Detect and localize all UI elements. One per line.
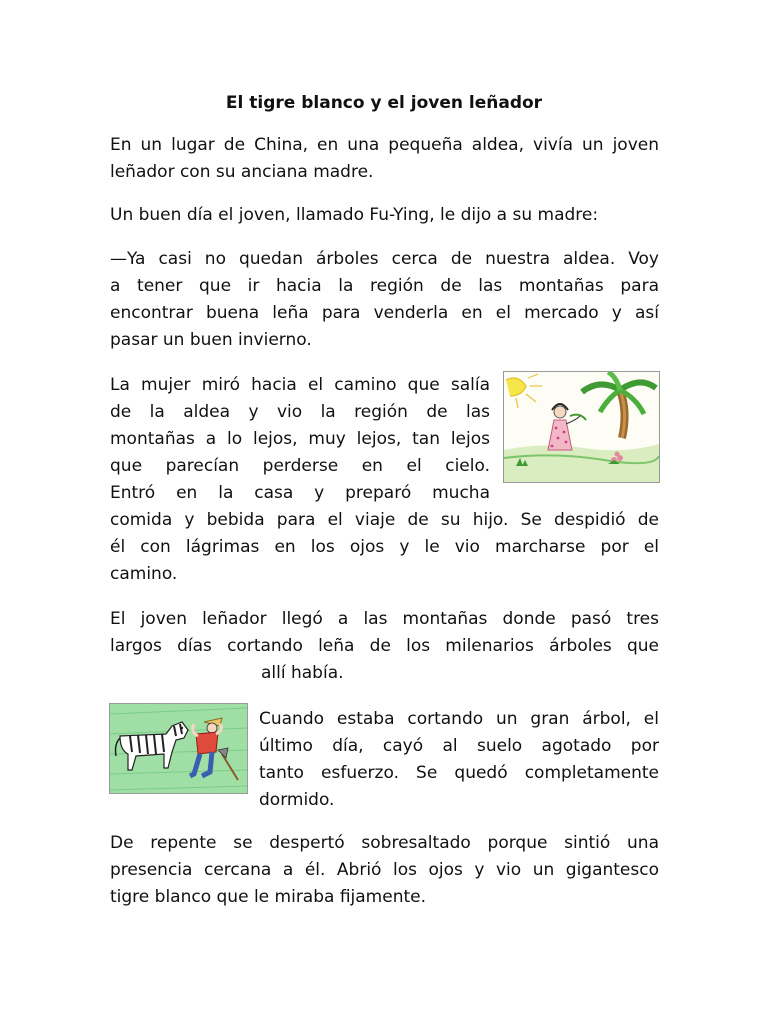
text-line: presencia cercana a él. Abrió los ojos y vio un gigantesco — [110, 860, 659, 880]
text-line: Cuando estaba cortando un gran árbol, el — [259, 709, 659, 729]
text-line: él con lágrimas en los ojos y le vio marcharse por el — [110, 537, 659, 557]
paragraph-intro — [110, 132, 659, 186]
paragraph-dialogue-intro — [110, 202, 659, 229]
text-line: De repente se despertó sobresaltado porque sintió una — [110, 833, 659, 853]
text-line: Entró en la casa y preparó mucha — [110, 483, 490, 503]
text-line: de la aldea y vio la región de las — [110, 402, 490, 422]
text-line: tanto esfuerzo. Se quedó completamente — [259, 763, 659, 783]
text-line: que parecían perderse en el cielo. — [110, 456, 490, 476]
illustration-tiger-woodcutter — [109, 703, 248, 794]
text-line: allí había. — [261, 663, 344, 683]
text-line: montañas a lo lejos, muy lejos, tan lejos — [110, 429, 490, 449]
text-line: a tener que ir hacia la región de las montañas para — [110, 276, 659, 296]
paragraph-mountains — [110, 606, 659, 660]
paragraph-mother-continued — [110, 507, 659, 588]
woman-palm-tree-drawing-icon — [504, 372, 659, 482]
text-line: La mujer miró hacia el camino que salía — [110, 375, 490, 395]
text-line: pasar un buen invierno. — [110, 330, 312, 350]
tiger-sleeping-woodcutter-drawing-icon — [110, 704, 247, 793]
text-line: comida y bebida para el viaje de su hijo. Se despidió de — [110, 510, 659, 530]
text-line: En un lugar de China, en una pequeña aldea, vivía un joven — [110, 135, 659, 155]
paragraph-mountains-end — [261, 660, 659, 687]
text-line: El joven leñador llegó a las montañas donde pasó tres — [110, 609, 659, 629]
illustration-woman-palm — [503, 371, 660, 483]
paragraph-fall-asleep — [259, 706, 659, 814]
paragraph-mother-wrap — [110, 372, 490, 507]
text-line: largos días cortando leña de los milenarios árboles que — [110, 636, 659, 656]
text-line: camino. — [110, 564, 178, 584]
story-title: El tigre blanco y el joven leñador — [225, 93, 543, 113]
paragraph-tiger — [110, 830, 659, 911]
text-line: tigre blanco que le miraba fijamente. — [110, 887, 427, 907]
text-line: encontrar buena leña para venderla en el mercado y así — [110, 303, 659, 323]
paragraph-dialogue — [110, 246, 659, 354]
text-line: último día, cayó al suelo agotado por — [259, 736, 659, 756]
text-line: leñador con su anciana madre. — [110, 162, 374, 182]
text-line: dormido. — [259, 790, 335, 810]
text-line: —Ya casi no quedan árboles cerca de nuestra aldea. Voy — [110, 249, 659, 269]
text-line: Un buen día el joven, llamado Fu-Ying, le dijo a su madre: — [110, 205, 599, 225]
